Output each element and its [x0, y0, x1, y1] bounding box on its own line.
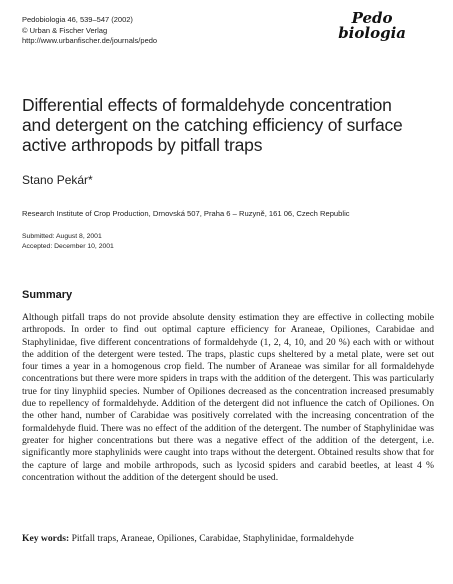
journal-logo [338, 11, 406, 41]
header-metadata [22, 15, 157, 47]
accepted-date: Accepted: December 10, 2001 [22, 242, 114, 250]
keywords-label: Key words: [22, 533, 70, 544]
author-name: Stano Pekár* [22, 173, 93, 187]
logo-line-2: biologia [338, 24, 406, 42]
citation: Pedobiologia 46, 539–547 (2002) [22, 15, 133, 24]
author-affiliation: Research Institute of Crop Production, Drnovská 507, Praha 6 – Ruzyně, 161 06, Czech Republic [22, 209, 350, 218]
summary-heading: Summary [22, 289, 73, 301]
journal-url: http://www.urbanfischer.de/journals/pedo [22, 36, 158, 45]
summary-text: Although pitfall traps do not provide absolute density estimation they are effective in collecting mobile arthropods. In order to find out optimal capture efficiency for Araneae, Opiliones, Carabidae and Staphylinidae, five different concentrations of formaldehyde (1, 2, 4, 10, and 20 %) each with or without the addition of the detergent were tested. The traps, plastic cups sheltered by a metal plate, were set out four times a year in a homogenous crop field. The number of Araneae was similar for all formaldehyde concentrations but there were more spiders in traps with the addition of the detergent. This was particularly true for tiny linyphiid species. Number of Opiliones decreased as the concentration increased presumably due to repellency of formaldehyde. Addition of the detergent did not influence the catch of Opiliones. On the other hand, number of Carabidae was positively correlated with the increasing concentration of the formaldehyde fluid. There was no effect of the addition of the detergent. The number of Staphylinidae was greater for higher concentrations but there was a negative effect of the addition of the detergent, i.e. significantly more staphylinids were caught into traps without the detergent. Obtained results show that for the capture of large and mobile arthropods, such as lycosid spiders and carabid beetles, at least 4 % concentration without the addition of the detergent should be used. [22, 312, 434, 483]
logo-line-1: Pedo [351, 9, 393, 27]
submission-dates [22, 232, 114, 251]
publisher: © Urban & Fischer Verlag [22, 25, 108, 35]
submitted-date: Submitted: August 8, 2001 [22, 233, 102, 240]
keywords [22, 533, 434, 545]
article-title: Differential effects of formaldehyde concentration and detergent on the catching efficiency of surface active arthropods by pitfall traps [22, 95, 403, 155]
keywords-list: Pitfall traps, Araneae, Opiliones, Carabidae, Staphylinidae, formaldehyde [69, 533, 354, 544]
